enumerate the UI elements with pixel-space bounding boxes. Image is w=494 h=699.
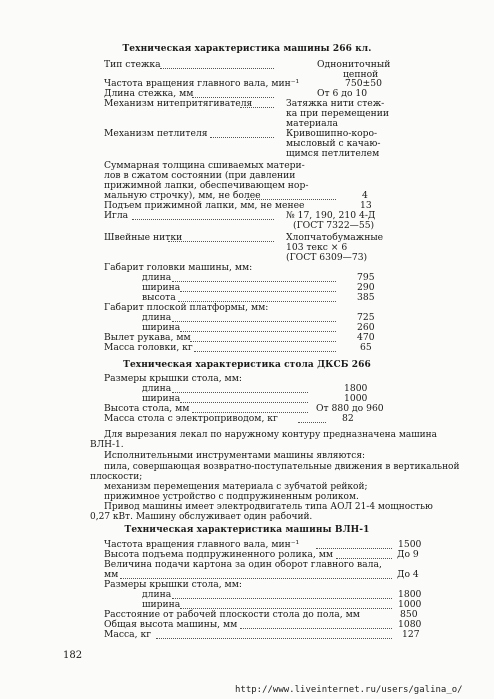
row-thickness-4: мальную строчку), мм, не более [104,190,261,201]
value-roller-lift: До 9 [397,549,419,560]
value-take-up-1: Затяжка нити стеж- [286,98,385,109]
value-vln-table-length: 1800 [398,589,422,600]
row-floor-distance: Расстояние от рабочей плоскости стола до пола, мм [104,609,360,620]
row-head-dims: Габарит головки машины, мм: [104,262,253,273]
row-table-mass: Масса стола с электроприводом, кг [104,413,278,424]
value-feed: До 4 [397,569,419,580]
leader-dots [172,321,336,322]
value-stitch-type-2: цепной [343,69,379,80]
paragraph-line: механизм перемещения материала с зубчатой рейкой; [104,482,368,492]
row-vln-table-width: ширина [142,599,181,610]
section3-title: Техническая характеристика машины ВЛН-1 [124,525,370,535]
row-shaft-speed: Частота вращения главного вала, мин⁻¹ [104,78,300,89]
value-stitch-length: От 6 до 10 [317,88,368,99]
value-needle-1: № 17, 190, 210 4-Д [286,210,376,221]
value-threads-1: Хлопчатобумажные [286,232,384,243]
leader-dots [240,628,392,629]
value-total-height: 1080 [398,619,422,630]
leader-dots [132,219,274,220]
value-table-length: 1800 [344,383,368,394]
row-threads: Швейные нитки [104,232,183,243]
leader-dots [180,291,336,292]
value-vln-table-width: 1000 [398,599,422,610]
row-platform-length: длина [142,312,172,323]
paragraph-line: 0,27 кВт. Машину обслуживает один рабочий. [90,512,313,522]
row-roller-lift: Высота подъема подпружиненного ролика, мм [104,549,333,560]
paragraph-line: пила, совершающая возвратно-поступательные движения в вертикальной [104,462,460,472]
section2-title: Техническая характеристика стола ДКСБ 266 [123,360,371,370]
value-table-height: От 880 до 960 [316,403,384,414]
row-feed-1: Величина подачи картона за один оборот главного вала, [104,559,382,570]
value-head-mass: 65 [360,342,372,353]
paragraph-line: плоскости; [90,472,143,482]
row-head-mass: Масса головки, кг [104,342,193,353]
leader-dots [210,137,274,138]
value-head-height: 385 [357,292,375,303]
leader-dots [172,392,308,393]
value-floor-distance: 850 [400,609,418,620]
row-table-top-dims: Размеры крышки стола, мм: [104,373,242,384]
row-table-height: Высота стола, мм [104,403,190,414]
leader-dots [168,241,274,242]
row-arm-reach: Вылет рукава, мм [104,332,191,343]
leader-dots [156,638,392,639]
value-mass: 127 [402,629,420,640]
row-total-height: Общая высота машины, мм [104,619,238,630]
row-vln-table-dims: Размеры крышки стола, мм: [104,579,242,590]
value-looper-3: щимся петлителем [286,148,380,159]
value-needle-2: (ГОСТ 7322—55) [293,220,375,231]
leader-dots [190,341,336,342]
value-foot-lift: 13 [360,200,372,211]
row-take-up: Механизм нитепритягивателя [104,98,253,109]
paragraph-line: ВЛН-1. [90,440,124,450]
value-table-mass: 82 [342,413,354,424]
value-looper-1: Кривошипно-коро- [286,128,378,139]
row-head-height: высота [142,292,176,303]
row-looper: Механизм петлителя [104,128,208,139]
row-head-width: ширина [142,282,181,293]
paragraph-line: Привод машины имеет электродвигатель типа АОЛ 21-4 мощностью [104,502,433,512]
value-arm-reach: 470 [357,332,375,343]
leader-dots [180,331,336,332]
value-looper-2: мысловый с качаю- [286,138,381,149]
row-platform-width: ширина [142,322,181,333]
row-table-width: ширина [142,393,181,404]
value-take-up-2: ка при перемещении [286,108,390,119]
value-threads-3: (ГОСТ 6309—73) [286,252,368,263]
leader-dots [240,107,274,108]
value-table-width: 1000 [344,393,368,404]
row-thickness-1: Суммарная толщина сшиваемых матери- [104,160,305,171]
row-stitch-length: Длина стежка, мм [104,88,194,99]
page-number: 182 [63,650,83,661]
section1-title: Техническая характеристика машины 266 кл. [122,44,372,54]
row-needle: Игла [104,210,129,221]
paragraph-line: Исполнительными инструментами машины являются: [104,451,366,461]
watermark-url: http://www.liveinternet.ru/users/galina_o/ [235,685,463,695]
value-head-length: 795 [357,272,375,283]
row-head-length: длина [142,272,172,283]
value-head-width: 290 [357,282,375,293]
value-platform-length: 725 [357,312,375,323]
row-mass: Масса, кг [104,629,152,640]
leader-dots [160,68,274,69]
leader-dots [172,281,336,282]
value-threads-2: 103 текс × 6 [286,242,348,253]
leader-dots [180,402,308,403]
row-thickness-2: лов в сжатом состоянии (при давлении [104,170,296,181]
value-platform-width: 260 [357,322,375,333]
row-platform-dims: Габарит плоской платформы, мм: [104,302,269,313]
row-vln-table-length: длина [142,589,172,600]
value-take-up-3: материала [286,118,338,129]
paragraph-line: Для вырезания лекал по наружному контуру предназначена машина [104,430,437,440]
value-vln-shaft-speed: 1500 [398,539,422,550]
row-vln-shaft-speed: Частота вращения главного вала, мин⁻¹ [104,539,300,550]
row-feed-2: мм [104,569,119,580]
leader-dots [172,598,392,599]
paragraph-line: прижимное устройство с подпружиненным роликом. [104,492,359,502]
row-stitch-type: Тип стежка [104,59,161,70]
leader-dots [298,422,326,423]
value-shaft-speed: 750±50 [345,78,382,89]
value-stitch-type-1: Однониточный [317,59,391,70]
value-thickness: 4 [362,190,368,201]
leader-dots [194,351,336,352]
row-thickness-3: прижимной лапки, обеспечивающем нор- [104,180,309,191]
row-table-length: длина [142,383,172,394]
row-foot-lift: Подъем прижимной лапки, мм, не менее [104,200,305,211]
